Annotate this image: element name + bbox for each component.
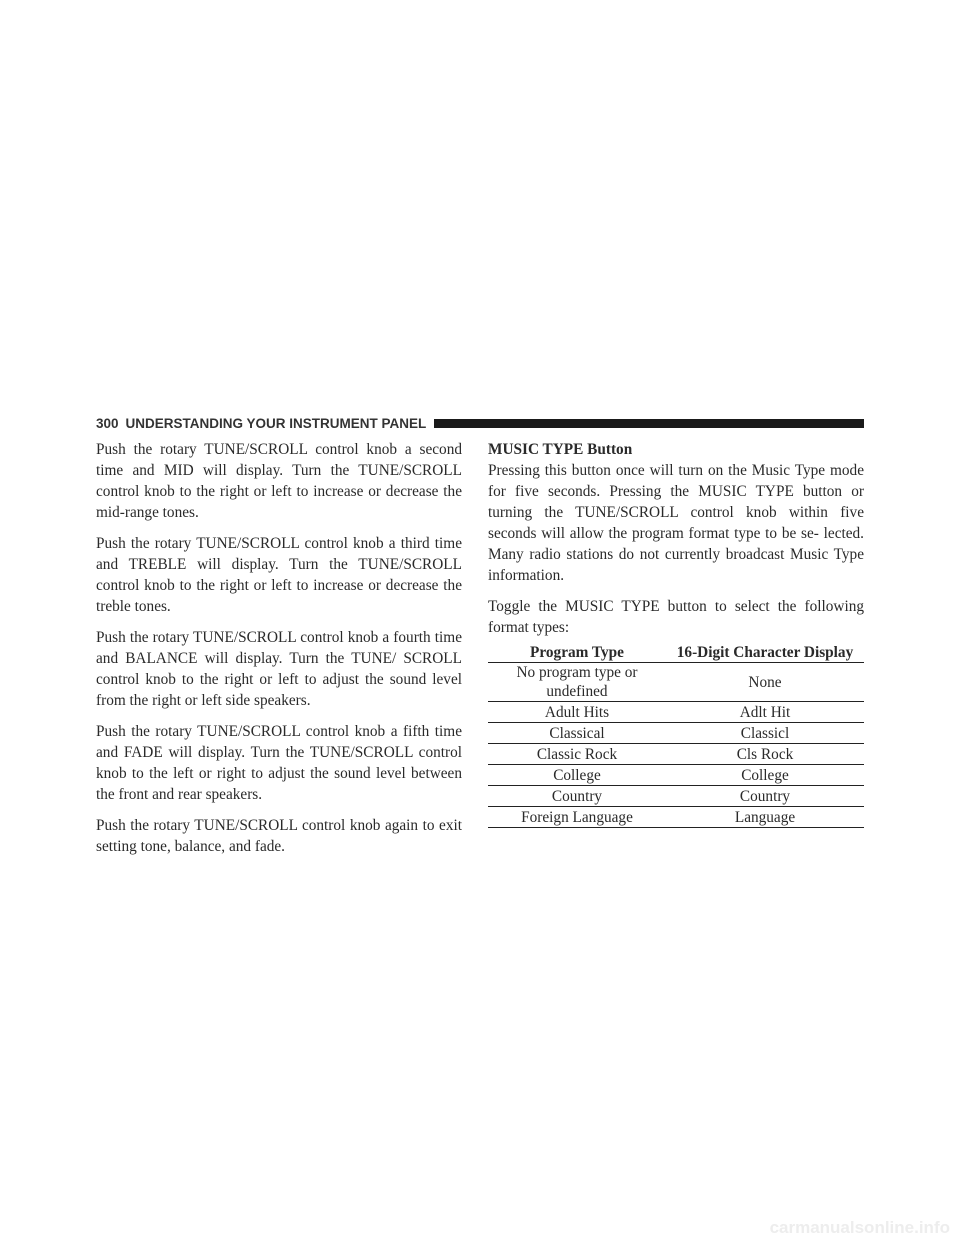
table-cell: Classical [488, 723, 666, 744]
table-cell: Country [666, 786, 864, 807]
paragraph: Pressing this button once will turn on the Music Type mode for five seconds. Pressing the MUSIC TYPE button or turning the TUNE/SCROLL control knob within five seconds will allow the program format type to be se- lected. Many radio stations do not currently broadcast Music Type information. [488, 462, 864, 584]
header-rule [434, 419, 864, 428]
paragraph: Push the rotary TUNE/SCROLL control knob a fourth time and BALANCE will display. Turn the TUNE/ SCROLL control knob to the right or left to adjust the sound level from the right or left side speakers. [96, 629, 462, 709]
table-cell: No program type or undefined [488, 663, 666, 702]
table-cell: Cls Rock [666, 744, 864, 765]
table-row [488, 723, 864, 744]
table-row [488, 702, 864, 723]
table-row [488, 807, 864, 828]
column-header-character-display: 16-Digit Character Display [666, 642, 864, 663]
right-column [488, 439, 864, 828]
table-row [488, 663, 864, 702]
table-cell: College [488, 765, 666, 786]
table-row [488, 786, 864, 807]
paragraph: Push the rotary TUNE/SCROLL control knob a fifth time and FADE will display. Turn the TUNE/SCROLL control knob to the left or right to adjust the sound level between the front and rear speakers. [96, 723, 462, 803]
page-header [96, 414, 864, 432]
table-cell: Adlt Hit [666, 702, 864, 723]
program-type-table [488, 642, 864, 828]
section-title: UNDERSTANDING YOUR INSTRUMENT PANEL [125, 415, 427, 431]
table-cell: Classicl [666, 723, 864, 744]
table-cell: Country [488, 786, 666, 807]
paragraph: Push the rotary TUNE/SCROLL control knob again to exit setting tone, balance, and fade. [96, 817, 462, 855]
watermark: carmanualsonline.info [769, 1218, 950, 1237]
section-heading: MUSIC TYPE Button [488, 441, 633, 458]
paragraph: Toggle the MUSIC TYPE button to select the following format types: [488, 598, 864, 636]
left-column [96, 439, 462, 867]
table-cell: None [666, 663, 864, 702]
paragraph: Push the rotary TUNE/SCROLL control knob a second time and MID will display. Turn the TUNE/SCROLL control knob to the right or left to increase or decrease the mid-range tones. [96, 441, 462, 521]
table-row [488, 765, 864, 786]
table-header-row [488, 642, 864, 663]
column-header-program-type: Program Type [488, 642, 666, 663]
page-number: 300 [96, 415, 119, 431]
table-cell: Language [666, 807, 864, 828]
table-cell: Adult Hits [488, 702, 666, 723]
table-row [488, 744, 864, 765]
table-cell: College [666, 765, 864, 786]
table-cell: Foreign Language [488, 807, 666, 828]
table-cell: Classic Rock [488, 744, 666, 765]
paragraph: Push the rotary TUNE/SCROLL control knob a third time and TREBLE will display. Turn the TUNE/SCROLL control knob to the right or left to increase or decrease the treble tones. [96, 535, 462, 615]
